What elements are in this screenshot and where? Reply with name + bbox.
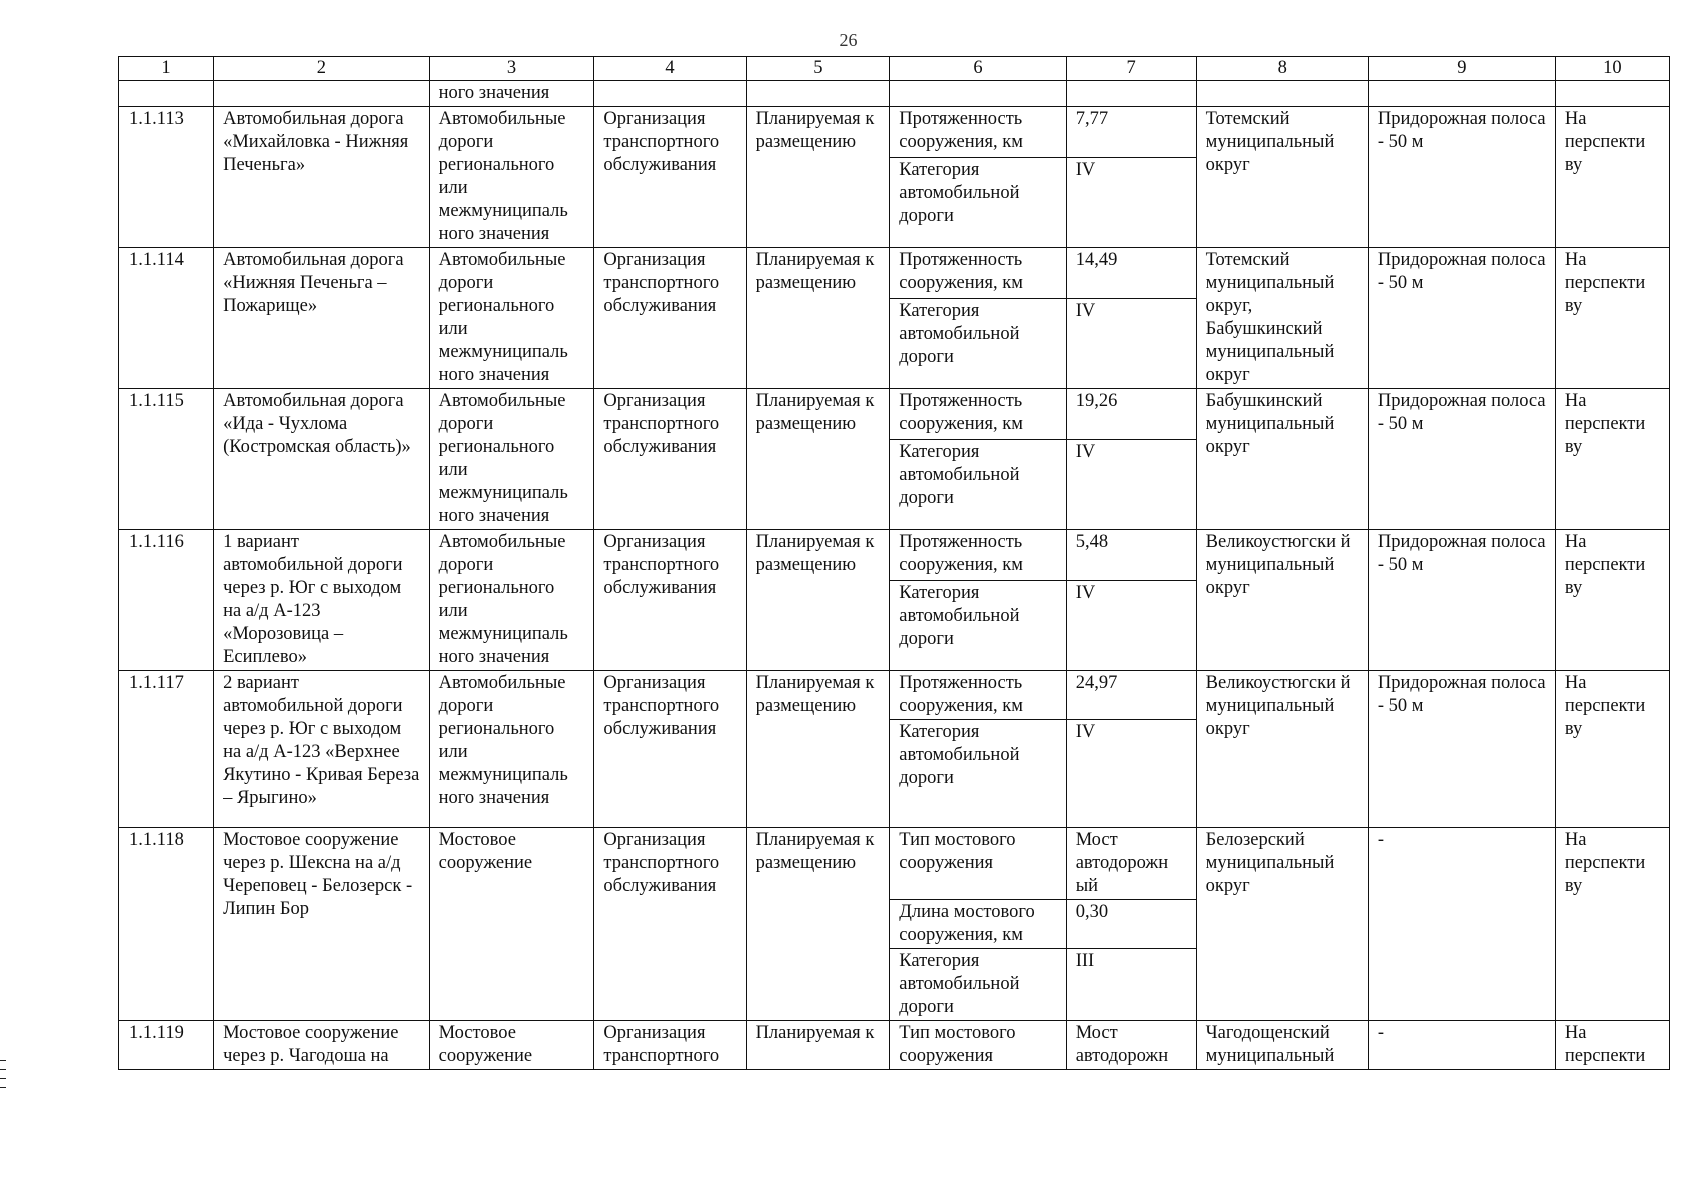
object-status: Планируемая к размещению [746,671,890,828]
param-label: Протяженность сооружения, км [890,107,1066,158]
param-value: 24,97 [1066,671,1196,720]
object-purpose: Организация транспортного обслуживания [594,248,746,389]
table-row [119,248,1670,299]
object-purpose: Организация транспортного обслуживания [594,828,746,1021]
object-purpose: Организация транспортного обслуживания [594,530,746,671]
param-value: IV [1066,158,1196,248]
param-label: Тип мостового сооружения [890,1021,1066,1070]
object-name: Автомобильная дорога «Ида - Чухлома (Костромская область)» [214,389,430,530]
table-row [119,671,1670,720]
param-label: Протяженность сооружения, км [890,248,1066,299]
object-term: На перспекти ву [1555,248,1669,389]
object-status: Планируемая к размещению [746,828,890,1021]
param-value: IV [1066,299,1196,389]
param-value: 0,30 [1066,900,1196,949]
column-header: 7 [1066,57,1196,81]
object-zone: Придорожная полоса - 50 м [1368,248,1555,389]
param-value: Мост автодорожн [1066,1021,1196,1070]
param-value: IV [1066,440,1196,530]
object-location: Великоустюгски й муниципальный округ [1196,671,1368,828]
param-value: IV [1066,720,1196,828]
object-zone: - [1368,828,1555,1021]
object-name: 2 вариант автомобильной дороги через р. Юг с выходом на а/д А-123 «Верхнее Якутино - Кривая Береза – Ярыгино» [214,671,430,828]
margin-marks [0,1060,8,1096]
object-type: Автомобильные дороги регионального или межмуниципаль ного значения [429,248,594,389]
object-purpose: Организация транспортного обслуживания [594,671,746,828]
row-number: 1.1.114 [119,248,214,389]
column-header: 2 [214,57,430,81]
object-location: Белозерский муниципальный округ [1196,828,1368,1021]
param-label: Категория автомобильной дороги [890,299,1066,389]
object-location: Великоустюгски й муниципальный округ [1196,530,1368,671]
column-header: 10 [1555,57,1669,81]
object-type: Автомобильные дороги регионального или межмуниципаль ного значения [429,107,594,248]
object-name: Мостовое сооружение через р. Шексна на а/д Череповец - Белозерск - Липин Бор [214,828,430,1021]
param-label: Протяженность сооружения, км [890,389,1066,440]
column-header: 9 [1368,57,1555,81]
object-type: Автомобильные дороги регионального или межмуниципаль ного значения [429,389,594,530]
object-location: Тотемский муниципальный округ, Бабушкинский муниципальный округ [1196,248,1368,389]
row-number: 1.1.118 [119,828,214,1021]
object-term: На перспекти ву [1555,107,1669,248]
param-label: Категория автомобильной дороги [890,949,1066,1021]
column-header: 8 [1196,57,1368,81]
object-name: Автомобильная дорога «Нижняя Печеньга – Пожарище» [214,248,430,389]
row-number: 1.1.117 [119,671,214,828]
row-number: 1.1.113 [119,107,214,248]
object-zone: Придорожная полоса - 50 м [1368,107,1555,248]
param-value: III [1066,949,1196,1021]
param-label: Длина мостового сооружения, км [890,900,1066,949]
column-header: 5 [746,57,890,81]
object-term: На перспекти ву [1555,530,1669,671]
param-value: 7,77 [1066,107,1196,158]
continuation-text: ного значения [429,81,594,107]
table-row [119,1021,1670,1070]
object-zone: Придорожная полоса - 50 м [1368,671,1555,828]
table-row [119,828,1670,900]
object-status: Планируемая к [746,1021,890,1070]
param-value: 14,49 [1066,248,1196,299]
object-name: 1 вариант автомобильной дороги через р. Юг с выходом на а/д А-123 «Морозовица – Есиплево» [214,530,430,671]
table-row [119,389,1670,440]
table-row [119,530,1670,581]
column-header: 3 [429,57,594,81]
objects-table [118,56,1670,1070]
object-term: На перспекти ву [1555,828,1669,1021]
object-term: На перспекти ву [1555,389,1669,530]
object-status: Планируемая к размещению [746,530,890,671]
param-label: Тип мостового сооружения [890,828,1066,900]
object-zone: Придорожная полоса - 50 м [1368,389,1555,530]
object-term: На перспекти [1555,1021,1669,1070]
header-row [119,57,1670,81]
object-purpose: Организация транспортного [594,1021,746,1070]
param-value: Мост автодорожн ый [1066,828,1196,900]
object-type: Мостовое сооружение [429,1021,594,1070]
object-status: Планируемая к размещению [746,107,890,248]
table-body [119,57,1670,1070]
object-location: Бабушкинский муниципальный округ [1196,389,1368,530]
object-zone: Придорожная полоса - 50 м [1368,530,1555,671]
object-purpose: Организация транспортного обслуживания [594,107,746,248]
row-number: 1.1.116 [119,530,214,671]
page-number: 26 [839,30,858,50]
object-status: Планируемая к размещению [746,389,890,530]
param-value: 5,48 [1066,530,1196,581]
object-term: На перспекти ву [1555,671,1669,828]
param-label: Протяженность сооружения, км [890,671,1066,720]
object-location: Чагодощенский муниципальный [1196,1021,1368,1070]
param-label: Протяженность сооружения, км [890,530,1066,581]
object-type: Мостовое сооружение [429,828,594,1021]
param-label: Категория автомобильной дороги [890,440,1066,530]
object-name: Автомобильная дорога «Михайловка - Нижняя Печеньга» [214,107,430,248]
object-zone: - [1368,1021,1555,1070]
param-value: 19,26 [1066,389,1196,440]
object-type: Автомобильные дороги регионального или межмуниципаль ного значения [429,530,594,671]
object-type: Автомобильные дороги регионального или межмуниципаль ного значения [429,671,594,828]
object-status: Планируемая к размещению [746,248,890,389]
object-location: Тотемский муниципальный округ [1196,107,1368,248]
param-label: Категория автомобильной дороги [890,581,1066,671]
table-row [119,107,1670,158]
column-header: 6 [890,57,1066,81]
param-value: IV [1066,581,1196,671]
param-label: Категория автомобильной дороги [890,158,1066,248]
column-header: 1 [119,57,214,81]
object-name: Мостовое сооружение через р. Чагодоша на [214,1021,430,1070]
column-header: 4 [594,57,746,81]
object-purpose: Организация транспортного обслуживания [594,389,746,530]
continuation-row [119,81,1670,107]
row-number: 1.1.119 [119,1021,214,1070]
row-number: 1.1.115 [119,389,214,530]
param-label: Категория автомобильной дороги [890,720,1066,828]
